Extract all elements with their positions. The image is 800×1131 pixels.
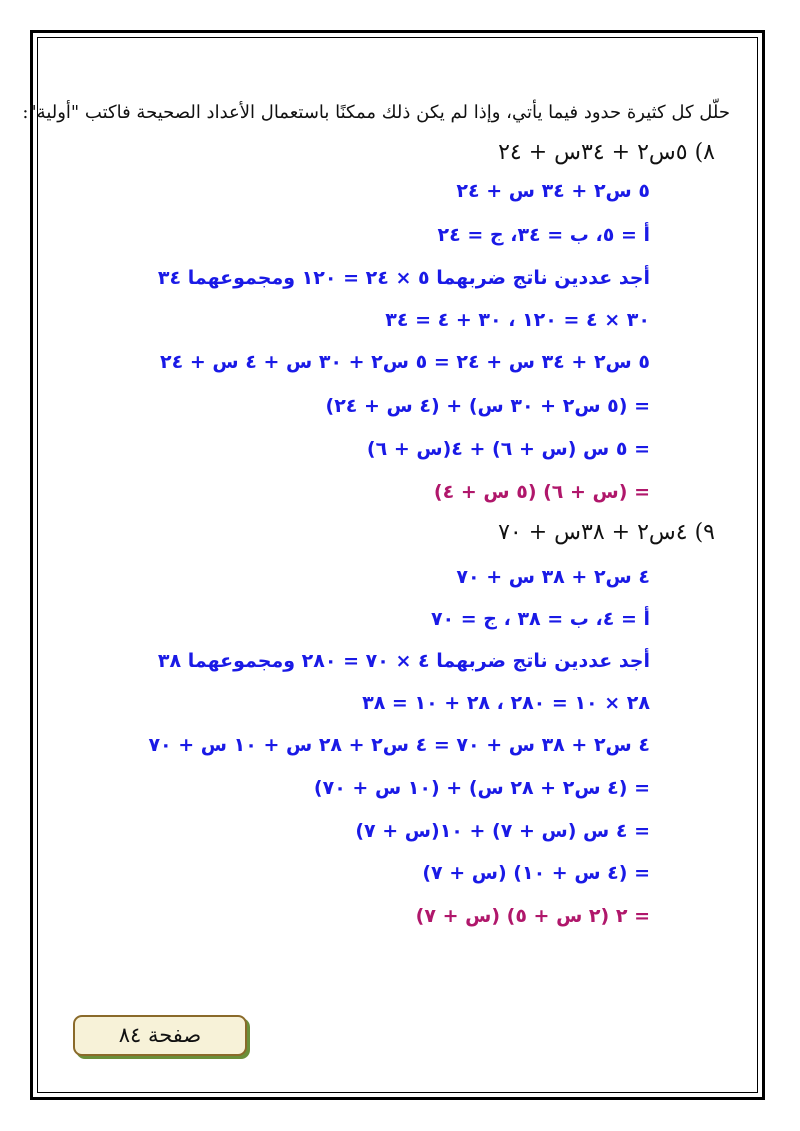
problem-9-answer: = ٢ (٢ س + ٥) (س + ٧)	[415, 905, 650, 927]
problem-9-step-8: = (٤ س + ١٠) (س + ٧)	[422, 862, 650, 884]
problem-8-answer: = (س + ٦) (٥ س + ٤)	[433, 481, 650, 503]
instruction-text: حلّل كل كثيرة حدود فيما يأتي، وإذا لم يكن ذلك ممكنًا باستعمال الأعداد الصحيحة فاكتب "أولية":	[22, 102, 730, 123]
problem-8-step-1: ٥ س٢ + ٣٤ س + ٢٤	[456, 180, 650, 202]
problem-9-step-1: ٤ س٢ + ٣٨ س + ٧٠	[456, 566, 650, 588]
page-number-badge: صفحة ٨٤	[73, 1015, 247, 1056]
problem-8-step-3: أجد عددين ناتج ضربهما ٥ × ٢٤ = ١٢٠ ومجموعهما ٣٤	[157, 267, 650, 289]
problem-9-step-2: أ = ٤، ب = ٣٨ ، ج = ٧٠	[430, 608, 650, 630]
problem-8-step-7: = ٥ س (س + ٦) + ٤(س + ٦)	[366, 438, 650, 460]
problem-9-step-4: ٢٨ × ١٠ = ٢٨٠ ، ٢٨ + ١٠ = ٣٨	[362, 692, 650, 714]
problem-8-step-6: = (٥ س٢ + ٣٠ س) + (٤ س + ٢٤)	[325, 395, 650, 417]
problem-9-header: ٩) ٤س٢ + ٣٨س + ٧٠	[498, 520, 715, 545]
problem-8-step-2: أ = ٥، ب = ٣٤، ج = ٢٤	[437, 224, 650, 246]
problem-8-step-5: ٥ س٢ + ٣٤ س + ٢٤ = ٥ س٢ + ٣٠ س + ٤ س + ٢٤	[160, 351, 650, 373]
problem-9-step-7: = ٤ س (س + ٧) + ١٠(س + ٧)	[355, 820, 650, 842]
problem-8-header: ٨) ٥س٢ + ٣٤س + ٢٤	[498, 140, 715, 165]
problem-8-step-4: ٣٠ × ٤ = ١٢٠ ، ٣٠ + ٤ = ٣٤	[385, 309, 650, 331]
problem-9-step-6: = (٤ س٢ + ٢٨ س) + (١٠ س + ٧٠)	[313, 777, 650, 799]
problem-9-step-5: ٤ س٢ + ٣٨ س + ٧٠ = ٤ س٢ + ٢٨ س + ١٠ س + ٧٠	[148, 734, 650, 756]
problem-9-step-3: أجد عددين ناتج ضربهما ٤ × ٧٠ = ٢٨٠ ومجموعهما ٣٨	[157, 650, 650, 672]
